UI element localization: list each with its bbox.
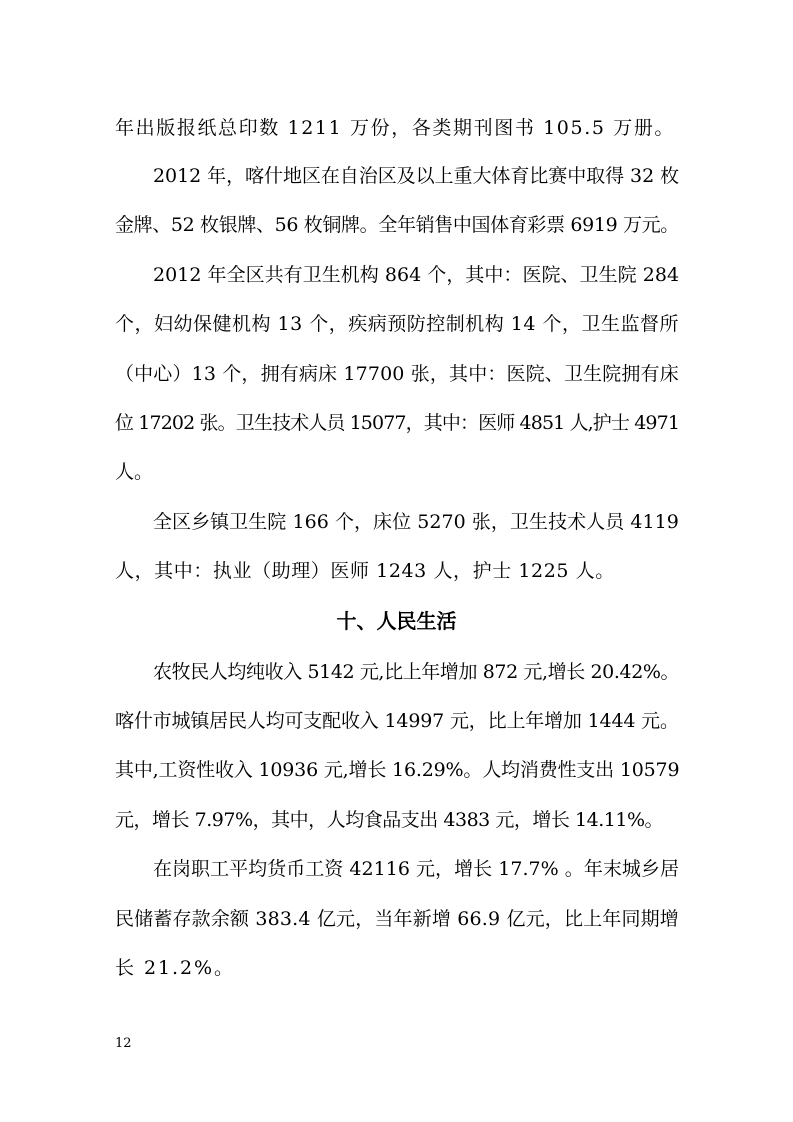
text-line: 2012 年全区共有卫生机构 864 个，其中：医院、卫生院 284 (153, 264, 680, 286)
text-line: 其中,工资性收入 10936 元,增长 16.29%。人均消费性支出 10579 (115, 759, 680, 781)
text-line: 金牌、52 枚银牌、56 枚铜牌。全年销售中国体育彩票 6919 万元。 (115, 214, 679, 236)
page-number: 12 (115, 1036, 132, 1051)
text-line: 个，妇幼保健机构 13 个，疾病预防控制机构 14 个，卫生监督所 (115, 313, 680, 335)
text-line: 2012 年，喀什地区在自治区及以上重大体育比赛中取得 32 枚 (153, 165, 680, 187)
text-line: 元，增长 7.97%，其中，人均食品支出 4383 元，增长 14.11%。 (115, 809, 664, 831)
section-heading: 十、人民生活 (336, 609, 457, 633)
text-line: 人，其中：执业（助理）医师 1243 人，护士 1225 人。 (115, 560, 615, 582)
text-line: 农牧民人均纯收入 5142 元,比上年增加 872 元,增长 20.42%。 (153, 661, 680, 683)
text-line: 在岗职工平均货币工资 42116 元，增长 17.7% 。年末城乡居 (153, 858, 679, 880)
text-line: 长 21.2%。 (115, 957, 235, 979)
text-line: 全区乡镇卫生院 166 个，床位 5270 张，卫生技术人员 4119 (153, 511, 679, 533)
text-line: 年出版报纸总印数 1211 万份，各类期刊图书 105.5 万册。 (115, 117, 676, 139)
text-line: （中心）13 个，拥有病床 17700 张，其中：医院、卫生院拥有床 (115, 363, 679, 385)
text-line: 民储蓄存款余额 383.4 亿元，当年新增 66.9 亿元，比上年同期增 (115, 908, 679, 930)
text-line: 位 17202 张。卫生技术人员 15077，其中：医师 4851 人,护士 4971 (115, 412, 680, 434)
text-line: 人。 (115, 461, 154, 483)
text-line: 喀什市城镇居民人均可支配收入 14997 元，比上年增加 1444 元。 (115, 710, 679, 732)
